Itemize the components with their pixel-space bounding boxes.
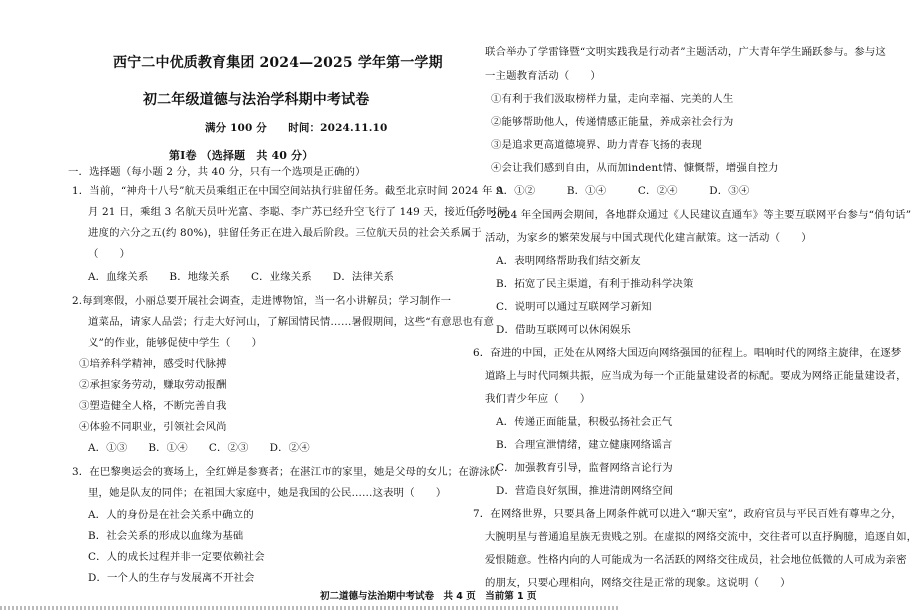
question-line: 3．在巴黎奥运会的赛场上，全红婵是参赛者；在湛江市的家里，她是父母的女儿；在游泳队: [72, 466, 501, 478]
options-line: A．①③ B．①④ C．②③ D．②④: [88, 442, 310, 454]
statement-line: ④体验不同职业，引领社会风尚: [79, 421, 227, 433]
statement-line: ③塑造健全人格，不断完善自我: [79, 400, 227, 412]
exam-title: 西宁二中优质教育集团 2024—2025 学年第一学期: [113, 55, 443, 71]
question-line: 道路上与时代同频共振，应当成为每一个正能量建设者的标配。要成为网络正能量建设者，: [485, 370, 907, 382]
question-line: 道菜品，请家人品尝；行走大好河山，了解国情民情……暑假期间，这些“有意思也有意: [88, 316, 495, 328]
question-line: 联合举办了学雷锋暨“文明实践我是行动者”主题活动，广大青年学生踊跃参与。参与这: [485, 46, 886, 58]
option-line: A．传递正面能量，积极弘扬社会正气: [496, 416, 673, 428]
question-line: 义”的作业，能够促使中学生（ ）: [88, 337, 263, 349]
question-line: 的朋友，只要心理相向，网络交往是正常的现象。这说明（ ）: [485, 577, 791, 589]
statement-line: ②能够帮助他人，传递情感正能量，养成亲社会行为: [491, 116, 734, 128]
question-line: 我们青少年应（ ）: [485, 393, 591, 405]
exam-subtitle: 初二年级道德与法治学科期中考试卷: [143, 92, 370, 108]
statement-line: ①培养科学精神，感受时代脉搏: [79, 358, 227, 370]
option-line: D．营造良好氛围，推进清朗网络空间: [496, 485, 674, 497]
question-line: 6．奋进的中国，正处在从网络大国迈向网络强国的征程上。唱响时代的网络主旋律，在逐梦: [473, 347, 902, 359]
option-line: C．加强教育引导，监督网络言论行为: [496, 462, 673, 474]
exam-meta: 满分 100 分 时间：2024.11.10: [205, 122, 388, 134]
options-line: A．①② B．①④ C．②④ D．③④: [496, 185, 750, 197]
question-line: 一主题教育活动（ ）: [485, 70, 601, 82]
question-line: 进度的六分之五(约 80%)，驻留任务正在进入最后阶段。三位航天员的社会关系属于: [88, 227, 482, 239]
section-instruction: 一．选择题（每小题 2 分，共 40 分，只有一个选项是正确的）: [68, 166, 366, 178]
section-title: 第Ⅰ卷 （选择题 共 40 分）: [169, 149, 314, 162]
question-line: 爱恨随意。性格内向的人可能成为一名活跃的网络交往成员，社会地位低微的人可成为亲密: [485, 554, 907, 566]
option-line: C．人的成长过程并非一定要依赖社会: [88, 551, 265, 563]
option-line: A．人的身份是在社会关系中确立的: [88, 509, 254, 521]
option-line: D．借助互联网可以休闲娱乐: [496, 324, 631, 336]
question-line: （ ）: [88, 248, 131, 260]
statement-line: ②承担家务劳动，赚取劳动报酬: [79, 379, 227, 391]
statement-line: ①有利于我们汲取榜样力量，走向幸福、完美的人生: [491, 93, 734, 105]
option-line: B．拓宽了民主渠道，有利于推动科学决策: [496, 278, 694, 290]
option-line: C．说明可以通过互联网学习新知: [496, 301, 652, 313]
question-line: 5．2024 年全国两会期间，各地群众通过《人民建议直通车》等主要互联网平台参与“俏句话”: [473, 209, 912, 221]
question-line: 2.每到寒假，小丽总要开展社会调查，走进博物馆，当一名小讲解员；学习制作一: [72, 295, 452, 307]
options-line: A．血缘关系 B．地缘关系 C．业缘关系 D．法律关系: [88, 271, 395, 283]
option-line: D．一个人的生存与发展离不开社会: [88, 572, 255, 584]
scan-edge: [0, 606, 620, 610]
question-line: 里，她是队友的同伴；在祖国大家庭中，她是我国的公民……这表明（ ）: [88, 487, 447, 499]
question-line: 7．在网络世界，只要具备上网条件就可以进入“聊天室”，政府官员与平民百姓有尊卑之分，: [473, 508, 902, 520]
option-line: B．合理宣泄情绪，建立健康网络谣言: [496, 439, 673, 451]
statement-line: ③是追求更高道德境界、助力青春飞扬的表现: [491, 139, 702, 151]
statement-line: ④会让我们感到自由，从而加indent情、慷慨帮，增强自控力: [491, 162, 779, 174]
question-line: 活动，为家乡的繁荣发展与中国式现代化建言献策。这一活动（ ）: [485, 232, 812, 244]
page-footer: 初二道德与法治期中考试卷 共 4 页 当前第 1 页: [320, 591, 537, 602]
option-line: A．表明网络帮助我们结交新友: [496, 255, 641, 267]
option-line: B．社会关系的形成以血缘为基础: [88, 530, 244, 542]
question-line: 月 21 日，乘组 3 名航天员叶光富、李聪、李广苏已经升空飞行了 149 天，接近任务时间: [88, 206, 508, 218]
question-line: 大腕明星与普通追星族无贵贱之别。在虚拟的网络交流中，交往者可以直抒胸臆，追逐自如，: [485, 531, 917, 543]
question-line: 1．当前，“神舟十八号”航天员乘组正在中国空间站执行驻留任务。截至北京时间 2024 年 9: [72, 185, 503, 197]
